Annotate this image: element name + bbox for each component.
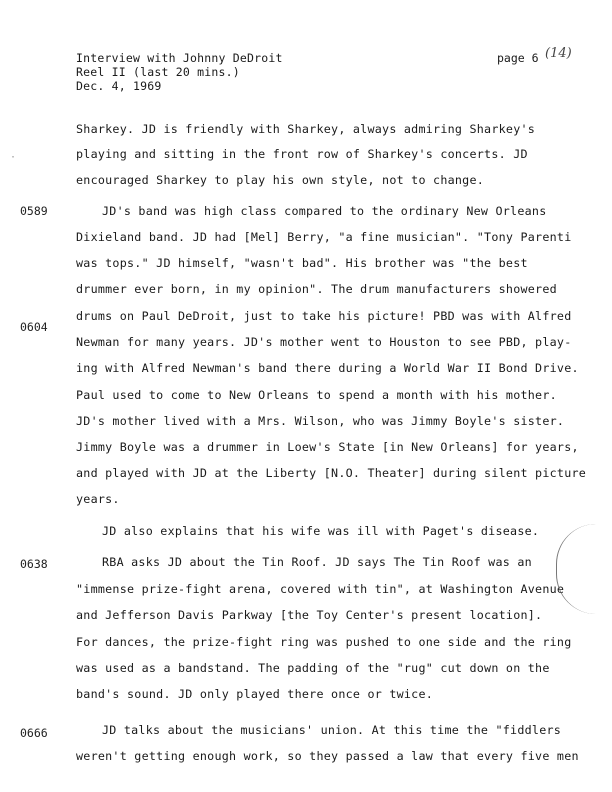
text-line: encouraged Sharkey to play his own style, not to change. (76, 173, 485, 187)
margin-pen-mark (556, 524, 612, 614)
header-reel: Reel II (last 20 mins.) (76, 65, 240, 79)
text-line: Newman for many years. JD's mother went to Houston to see PBD, play- (76, 335, 572, 349)
margin-counter-0638: 0638 (20, 557, 48, 571)
text-line: RBA asks JD about the Tin Roof. JD says The Tin Roof was an (102, 555, 532, 569)
text-line: Jimmy Boyle was a drummer in Loew's State [in New Orleans] for years, (76, 440, 579, 454)
text-line: Paul used to come to New Orleans to spend a month with his mother. (76, 388, 557, 402)
text-line: JD's mother lived with a Mrs. Wilson, who was Jimmy Boyle's sister. (76, 414, 565, 428)
margin-counter-0604: 0604 (20, 320, 48, 334)
text-line: drummer ever born, in my opinion". The drum manufacturers showered (76, 282, 557, 296)
margin-counter-0589: 0589 (20, 204, 48, 218)
document-header (76, 51, 283, 93)
header-title: Interview with Johnny DeDroit (76, 51, 283, 65)
text-line: years. (76, 492, 120, 506)
text-line: Sharkey. JD is friendly with Sharkey, always admiring Sharkey's (76, 122, 536, 136)
text-line: For dances, the prize-fight ring was pushed to one side and the ring (76, 635, 572, 649)
margin-counter-0666: 0666 (20, 726, 48, 740)
text-line: and played with JD at the Liberty [N.O. Theater] during silent picture (76, 466, 587, 480)
text-line: playing and sitting in the front row of Sharkey's concerts. JD (76, 147, 528, 161)
text-line: JD's band was high class compared to the ordinary New Orleans (102, 204, 547, 218)
text-line: drums on Paul DeDroit, just to take his picture! PBD was with Alfred (76, 309, 572, 323)
text-line: "immense prize-fight arena, covered with tin", at Washington Avenue (76, 582, 565, 596)
scan-speck: · (10, 152, 17, 163)
text-line: Dixieland band. JD had [Mel] Berry, "a fine musician". "Tony Parenti (76, 230, 572, 244)
text-line: ing with Alfred Newman's band there during a World War II Bond Drive. (76, 361, 579, 375)
header-date: Dec. 4, 1969 (76, 79, 162, 93)
page-number: page 6 (497, 51, 539, 65)
text-line: JD also explains that his wife was ill with Paget's disease. (102, 524, 540, 538)
text-line: and Jefferson Davis Parkway [the Toy Center's present location]. (76, 608, 543, 622)
text-line: weren't getting enough work, so they passed a law that every five men (76, 749, 579, 763)
handwritten-page-number: (14) (545, 46, 572, 61)
text-line: JD talks about the musicians' union. At this time the "fiddlers (102, 723, 562, 737)
text-line: was tops." JD himself, "wasn't bad". His brother was "the best (76, 256, 528, 270)
text-line: was used as a bandstand. The padding of the "rug" cut down on the (76, 661, 550, 675)
text-line: band's sound. JD only played there once or twice. (76, 687, 434, 701)
